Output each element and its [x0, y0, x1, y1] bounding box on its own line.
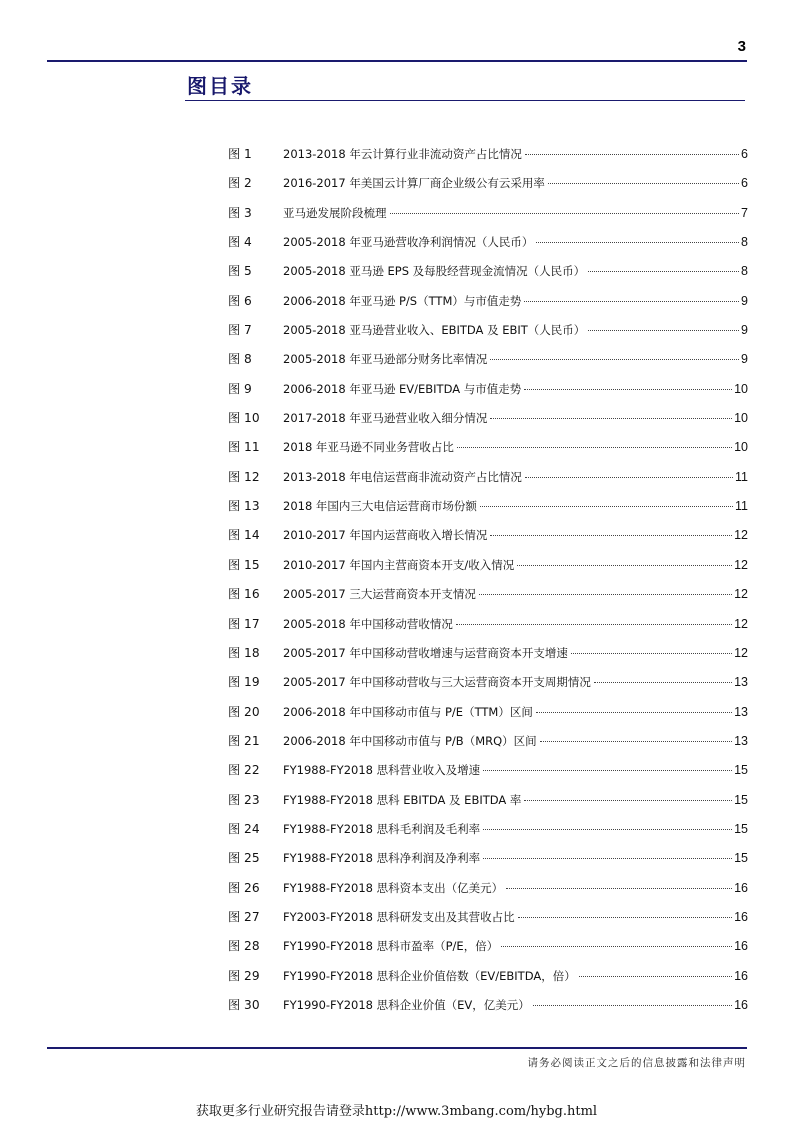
toc-entry[interactable]	[228, 379, 748, 408]
toc-entry-title: 2016-2017 年美国云计算厂商企业级公有云采用率	[283, 176, 545, 191]
toc-entry-title: FY1990-FY2018 思科市盈率（P/E，倍）	[283, 939, 499, 954]
toc-entry-title: FY1990-FY2018 思科企业价值倍数（EV/EBITDA，倍）	[283, 968, 576, 983]
toc-entry-title: 2005-2018 亚马逊营业收入、EBITDA 及 EBIT（人民币）	[283, 323, 586, 338]
toc-entry-label: 图 24	[228, 821, 260, 836]
toc-entry-title: 2013-2018 年云计算行业非流动资产占比情况	[283, 147, 522, 161]
toc-dot-leader	[457, 447, 732, 448]
toc-entry-title: 2005-2017 三大运营商资本开支情况	[283, 587, 476, 602]
toc-entry-label: 图 14	[228, 528, 260, 543]
toc-entry-title: FY1988-FY2018 思科营业收入及增速	[283, 763, 481, 778]
toc-entry-label: 图 22	[228, 763, 260, 778]
toc-entry[interactable]	[228, 555, 748, 584]
toc-entry-page: 10	[734, 411, 748, 426]
toc-entry-page: 11	[735, 469, 748, 484]
toc-entry[interactable]	[228, 173, 748, 202]
toc-dot-leader	[524, 800, 732, 801]
toc-entry-label: 图 16	[228, 587, 260, 602]
toc-entry-page: 11	[735, 499, 748, 514]
toc-entry-label: 图 3	[228, 205, 252, 220]
toc-entry-title: 2018 年亚马逊不同业务营收占比	[283, 440, 454, 455]
toc-entry-title: 亚马逊发展阶段梳理	[283, 205, 387, 220]
toc-entry[interactable]	[228, 291, 748, 320]
toc-entry-title: FY2003-FY2018 思科研发支出及其营收占比	[283, 909, 515, 924]
toc-entry[interactable]	[228, 936, 748, 965]
toc-entry[interactable]	[228, 584, 748, 613]
toc-entry-label: 图 28	[228, 939, 260, 954]
toc-entry-title: 2010-2017 年国内主营商资本开支/收入情况	[283, 557, 515, 572]
toc-dot-leader	[506, 888, 732, 889]
toc-entry[interactable]	[228, 643, 748, 672]
toc-entry[interactable]	[228, 525, 748, 554]
toc-entry-title: FY1990-FY2018 思科企业价值（EV，亿美元）	[283, 997, 530, 1012]
toc-dot-leader	[548, 183, 739, 184]
toc-entry[interactable]	[228, 731, 748, 760]
toc-entry-title: FY1988-FY2018 思科资本支出（亿美元）	[283, 880, 504, 895]
toc-entry-label: 图 21	[228, 733, 260, 748]
toc-entry-label: 图 5	[228, 264, 252, 279]
toc-entry-page: 15	[734, 792, 748, 807]
toc-entry[interactable]	[228, 672, 748, 701]
toc-entry-title: 2017-2018 年亚马逊营业收入细分情况	[283, 411, 488, 426]
toc-dot-leader	[483, 858, 732, 859]
toc-entry-label: 图 30	[228, 997, 260, 1012]
toc-entry-label: 图 15	[228, 557, 260, 572]
toc-entry-title: 2005-2018 年亚马逊部分财务比率情况	[283, 352, 488, 367]
toc-dot-leader	[479, 594, 732, 595]
toc-entry-label: 图 2	[228, 176, 252, 191]
toc-entry[interactable]	[228, 232, 748, 261]
section-title-underline	[185, 100, 745, 101]
toc-dot-leader	[571, 653, 732, 654]
toc-entry[interactable]	[228, 614, 748, 643]
toc-dot-leader	[525, 154, 739, 155]
toc-entry-title: 2013-2018 年电信运营商非流动资产占比情况	[283, 469, 522, 484]
toc-entry[interactable]	[228, 144, 748, 173]
toc-entry-label: 图 23	[228, 792, 260, 807]
toc-entry-page: 16	[734, 939, 748, 954]
toc-entry-title: 2005-2018 亚马逊 EPS 及每股经营现金流情况（人民币）	[283, 264, 586, 279]
toc-entry-label: 图 25	[228, 851, 260, 866]
toc-dot-leader	[483, 770, 732, 771]
toc-entry-label: 图 17	[228, 616, 260, 631]
toc-dot-leader	[524, 389, 732, 390]
toc-entry-page: 15	[734, 851, 748, 866]
toc-dot-leader	[533, 1005, 732, 1006]
toc-entry-page: 12	[734, 645, 748, 660]
toc-dot-leader	[483, 829, 732, 830]
section-title: 图目录	[187, 74, 253, 98]
toc-entry-title: 2006-2018 年亚马逊 P/S（TTM）与市值走势	[283, 293, 522, 308]
toc-entry[interactable]	[228, 467, 748, 496]
toc-dot-leader	[536, 712, 732, 713]
toc-dot-leader	[490, 418, 732, 419]
toc-entry-label: 图 19	[228, 675, 260, 690]
toc-entry-page: 8	[741, 235, 748, 250]
toc-dot-leader	[594, 682, 732, 683]
toc-entry[interactable]	[228, 261, 748, 290]
toc-entry-page: 15	[734, 763, 748, 778]
toc-entry-page: 8	[741, 264, 748, 279]
toc-entry-page: 16	[734, 909, 748, 924]
toc-dot-leader	[588, 271, 739, 272]
toc-entry-label: 图 8	[228, 352, 252, 367]
toc-entry-label: 图 20	[228, 704, 260, 719]
top-rule	[47, 60, 747, 62]
toc-entry-label: 图 1	[228, 147, 252, 161]
toc-entry-title: 2005-2018 年亚马逊营收净利润情况（人民币）	[283, 235, 534, 250]
toc-entry[interactable]	[228, 878, 748, 907]
toc-entry-title: 2010-2017 年国内运营商收入增长情况	[283, 528, 488, 543]
toc-entry-page: 15	[734, 821, 748, 836]
toc-entry[interactable]	[228, 995, 748, 1024]
toc-dot-leader	[524, 301, 739, 302]
page-number: 3	[737, 38, 746, 55]
toc-entry-page: 16	[734, 968, 748, 983]
toc-entry-label: 图 4	[228, 235, 252, 250]
toc-entry-title: FY1988-FY2018 思科净利润及净利率	[283, 851, 481, 866]
toc-entry[interactable]	[228, 437, 748, 466]
toc-entry-page: 12	[734, 528, 748, 543]
toc-entry-page: 13	[734, 704, 748, 719]
toc-entry[interactable]	[228, 760, 748, 789]
toc-dot-leader	[525, 477, 733, 478]
toc-entry-label: 图 13	[228, 499, 260, 514]
toc-entry[interactable]	[228, 790, 748, 819]
toc-entry-page: 16	[734, 880, 748, 895]
figure-table-of-contents	[228, 144, 748, 1024]
toc-entry-title: 2006-2018 年中国移动市值与 P/B（MRQ）区间	[283, 733, 537, 748]
toc-dot-leader	[540, 741, 732, 742]
toc-dot-leader	[536, 242, 739, 243]
toc-entry[interactable]	[228, 408, 748, 437]
bottom-rule	[47, 1047, 747, 1049]
toc-entry[interactable]	[228, 203, 748, 232]
toc-entry-title: FY1988-FY2018 思科 EBITDA 及 EBITDA 率	[283, 792, 522, 807]
toc-entry-page: 16	[734, 997, 748, 1012]
toc-dot-leader	[588, 330, 739, 331]
toc-entry-title: FY1988-FY2018 思科毛利润及毛利率	[283, 821, 481, 836]
toc-entry-title: 2018 年国内三大电信运营商市场份额	[283, 499, 477, 514]
toc-entry-label: 图 11	[228, 440, 260, 455]
toc-entry-page: 9	[741, 352, 748, 367]
toc-dot-leader	[456, 624, 732, 625]
toc-entry[interactable]	[228, 848, 748, 877]
source-link-line[interactable]: 获取更多行业研究报告请登录http://www.3mbang.com/hybg.html	[195, 1104, 598, 1119]
toc-entry-title: 2005-2017 年中国移动营收增速与运营商资本开支增速	[283, 645, 568, 660]
toc-entry-page: 12	[734, 587, 748, 602]
toc-entry-title: 2005-2018 年中国移动营收情况	[283, 616, 453, 631]
toc-dot-leader	[517, 565, 732, 566]
toc-entry[interactable]	[228, 966, 748, 995]
toc-entry[interactable]	[228, 349, 748, 378]
toc-entry-label: 图 10	[228, 411, 260, 426]
toc-entry-title: 2006-2018 年中国移动市值与 P/E（TTM）区间	[283, 704, 533, 719]
toc-entry-page: 6	[741, 176, 748, 191]
toc-entry-page: 13	[734, 675, 748, 690]
toc-entry-page: 10	[734, 440, 748, 455]
toc-entry-page: 7	[741, 205, 748, 220]
toc-entry-label: 图 12	[228, 469, 260, 484]
toc-entry-label: 图 7	[228, 323, 252, 338]
toc-entry-page: 13	[734, 733, 748, 748]
toc-entry-title: 2005-2017 年中国移动营收与三大运营商资本开支周期情况	[283, 675, 591, 690]
toc-dot-leader	[480, 506, 733, 507]
toc-entry[interactable]	[228, 907, 748, 936]
toc-entry-page: 10	[734, 381, 748, 396]
toc-entry[interactable]	[228, 496, 748, 525]
toc-dot-leader	[579, 976, 732, 977]
toc-entry-label: 图 27	[228, 909, 260, 924]
toc-entry-title: 2006-2018 年亚马逊 EV/EBITDA 与市值走势	[283, 381, 522, 396]
toc-entry[interactable]	[228, 702, 748, 731]
toc-entry-page: 9	[741, 293, 748, 308]
toc-entry-label: 图 9	[228, 381, 252, 396]
legal-disclaimer: 请务必阅读正文之后的信息披露和法律声明	[527, 1057, 746, 1069]
toc-entry-label: 图 26	[228, 880, 260, 895]
toc-entry[interactable]	[228, 320, 748, 349]
toc-entry-page: 6	[741, 147, 748, 161]
toc-entry[interactable]	[228, 819, 748, 848]
toc-entry-page: 12	[734, 616, 748, 631]
toc-dot-leader	[390, 213, 740, 214]
toc-entry-label: 图 6	[228, 293, 252, 308]
toc-entry-label: 图 18	[228, 645, 260, 660]
toc-entry-page: 12	[734, 557, 748, 572]
toc-dot-leader	[490, 535, 732, 536]
toc-dot-leader	[490, 359, 739, 360]
toc-entry-label: 图 29	[228, 968, 260, 983]
toc-dot-leader	[501, 946, 732, 947]
toc-entry-page: 9	[741, 323, 748, 338]
toc-dot-leader	[518, 917, 732, 918]
